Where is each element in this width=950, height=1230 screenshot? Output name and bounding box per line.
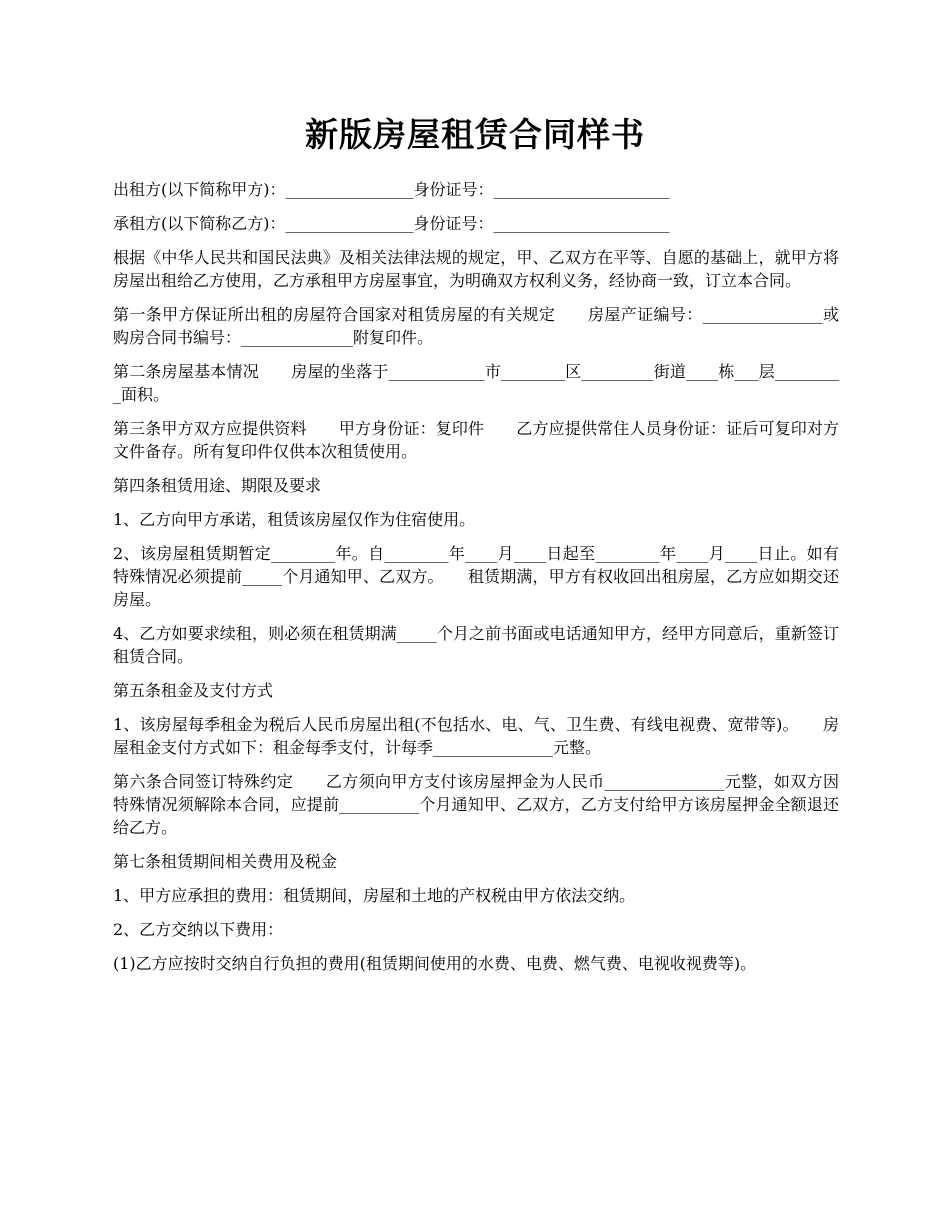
paragraph-preamble: 根据《中华人民共和国民法典》及相关法律法规的规定，甲、乙双方在平等、自愿的基础上，就甲方将房屋出租给乙方使用，乙方承租甲方房屋事宜，为明确双方权利义务，经协商一致，订立本合同。: [113, 248, 839, 290]
paragraph-article-7-item-2-1: (1)乙方应按时交纳自行负担的费用(租赁期间使用的水费、电费、燃气费、电视收视费等)。: [113, 954, 757, 973]
paragraph-article-7-heading: 第七条租赁期间相关费用及税金: [113, 852, 338, 871]
paragraph-article-1: 第一条甲方保证所出租的房屋符合国家对租赁房屋的有关规定 房屋产证编号：_______________或购房合同书编号：______________附复印件。: [113, 305, 839, 347]
paragraph-article-5-heading: 第五条租金及支付方式: [113, 681, 274, 700]
paragraph-article-7-item-2: 2、乙方交纳以下费用：: [113, 920, 284, 939]
document-body: [113, 178, 839, 986]
paragraph-article-3: 第三条甲方双方应提供资料 甲方身份证：复印件 乙方应提供常住人员身份证：证后可复印对方文件备存。所有复印件仅供本次租赁使用。: [113, 419, 839, 461]
paragraph-article-4-item-4: 4、乙方如要求续租，则必须在租赁期满_____个月之前书面或电话通知甲方，经甲方同意后，重新签订租赁合同。: [113, 624, 839, 666]
paragraph-article-2: 第二条房屋基本情况 房屋的坐落于____________市________区_________街道____栋___层_________面积。: [113, 362, 839, 404]
paragraph-lessor: 出租方(以下简称甲方)：________________身份证号：______________________: [113, 180, 670, 199]
paragraph-article-5-item-1: 1、该房屋每季租金为税后人民币房屋出租(不包括水、电、气、卫生费、有线电视费、宽带等)。 房屋租金支付方式如下：租金每季支付，计每季_______________元整。: [113, 715, 839, 757]
paragraph-article-7-item-1: 1、甲方应承担的费用：租赁期间，房屋和土地的产权税由甲方依法交纳。: [113, 886, 636, 905]
paragraph-article-4-heading: 第四条租赁用途、期限及要求: [113, 476, 322, 495]
paragraph-article-4-item-1: 1、乙方向甲方承诺，租赁该房屋仅作为住宿使用。: [113, 510, 476, 529]
paragraph-lessee: 承租方(以下简称乙方)：________________身份证号：______________________: [113, 214, 670, 233]
document-title: 新版房屋租赁合同样书: [305, 115, 645, 154]
paragraph-article-4-item-2: 2、该房屋租赁期暂定________年。自________年____月____日起至________年____月____日止。如有特殊情况必须提前_____个月通知甲、乙双方。 租赁期满，甲方有权收回出租房屋，乙方应如期交还房屋。: [113, 544, 839, 609]
paragraph-article-6: 第六条合同签订特殊约定 乙方须向甲方支付该房屋押金为人民币_______________元整，如双方因特殊情况须解除本合同，应提前__________个月通知甲、乙双方，乙方支付给甲方该房屋押金全额退还给乙方。: [113, 772, 839, 837]
